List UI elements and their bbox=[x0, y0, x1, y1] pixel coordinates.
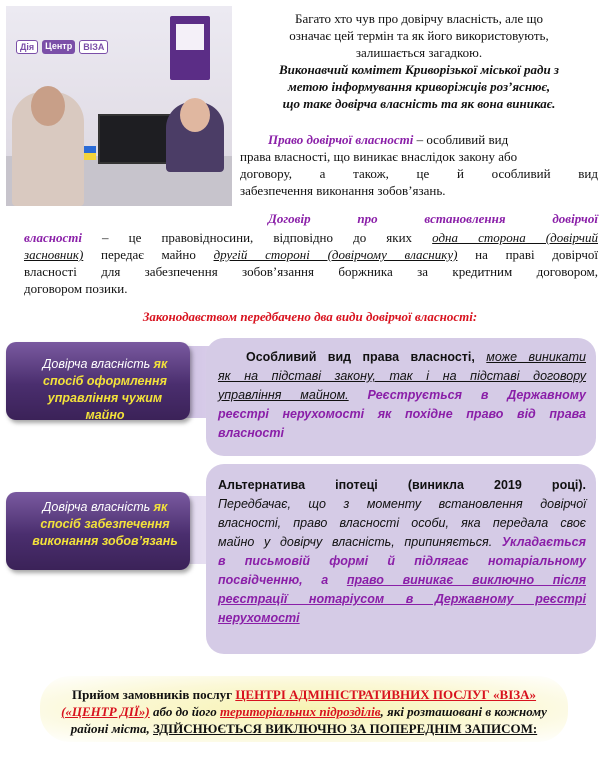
intro-line: Багато хто чув про довірчу власність, але що bbox=[294, 11, 543, 26]
intro-bold-line: метою інформування криворіжців роз’яснює, bbox=[287, 79, 551, 94]
clerk-figure bbox=[166, 102, 224, 172]
intro-bold-line: Виконавчий комітет Криворізької міської ради з bbox=[278, 62, 560, 77]
logo-part-2: Центр bbox=[42, 40, 75, 54]
office-photo bbox=[6, 6, 232, 206]
center-logo bbox=[16, 40, 108, 54]
wall-sign bbox=[170, 16, 210, 80]
appointment-requirement: ЗДІЙСНЮЄТЬСЯ ВИКЛЮЧНО ЗА ПОПЕРЕДНІМ ЗАПИСОМ: bbox=[153, 721, 538, 736]
party-two: другій стороні (довірчому власнику) bbox=[213, 247, 458, 262]
party-one: одна сторона (довірчий bbox=[432, 230, 598, 245]
contract-term: власності bbox=[24, 230, 82, 245]
type2-description-box: Альтернатива іпотеці (виникла 2019 році). Передбачає, що з моменту встановлення довірчої власності, право власності особи, яка передала своє майно у довірчу власність, припиняється. Укладається в письмовій формі й підлягає нотаріальному посвідченню, а право виникає виключно після реєстрації нотаріусом в Державному реєстрі нерухомості bbox=[206, 464, 596, 654]
type2-label-box: Довірча власність як спосіб забезпечення виконання зобов’язань bbox=[6, 492, 190, 570]
appointment-notice: Прийом замовників послуг ЦЕНТРІ АДМІНІСТРАТИВНИХ ПОСЛУГ «ВІЗА» («ЦЕНТР ДІЇ») або до його територіальних підрозділів, які розташовані в кожному районі міста, ЗДІЙСНЮЄТЬСЯ ВИКЛЮЧНО ЗА ПОПЕРЕДНІМ ЗАПИСОМ: bbox=[40, 676, 568, 742]
intro-line: залишається загадкою. bbox=[355, 45, 483, 60]
type1-label-box: Довірча власність як спосіб оформлення управління чужим майно bbox=[6, 342, 190, 420]
center-name: ЦЕНТРІ АДМІНІСТРАТИВНИХ ПОСЛУГ «ВІЗА» bbox=[235, 687, 537, 702]
logo-part-1: Дія bbox=[16, 40, 38, 54]
intro-line: означає цей термін та як його використовують, bbox=[289, 28, 549, 43]
contract-term-line: Договір про встановлення довірчої bbox=[268, 211, 598, 226]
intro-text bbox=[240, 10, 598, 112]
definition-paragraph: Право довірчої власності – особливий вид права власності, що виникає внаслідок закону або договору, а також, це й особливий вид забезпечення виконання зобов’язань. bbox=[240, 132, 598, 198]
intro-bold-line: що таке довірча власність та як вона виникає. bbox=[282, 96, 556, 111]
logo-part-3: ВІЗА bbox=[79, 40, 108, 54]
type1-description-box: Особливий вид права власності, може виникати як на підставі закону, так і на підставі договору управління майном. Реєструється в Державному реєстрі нерухомості як похідне право від права власності bbox=[206, 338, 596, 456]
flag bbox=[84, 146, 96, 160]
definition-term: Право довірчої власності bbox=[268, 132, 414, 147]
visitor-figure bbox=[12, 92, 84, 206]
contract-paragraph: власності – це правовідносини, відповідно до яких одна сторона (довірчий засновник) передає майно другій стороні (довірчому власнику) на праві довірчої власності для забезпечення зобов’язання боржника за кредитним договором, договором позики. bbox=[24, 230, 598, 296]
monitor bbox=[98, 114, 172, 164]
types-heading: Законодавством передбачено два види довірчої власності: bbox=[142, 309, 478, 324]
